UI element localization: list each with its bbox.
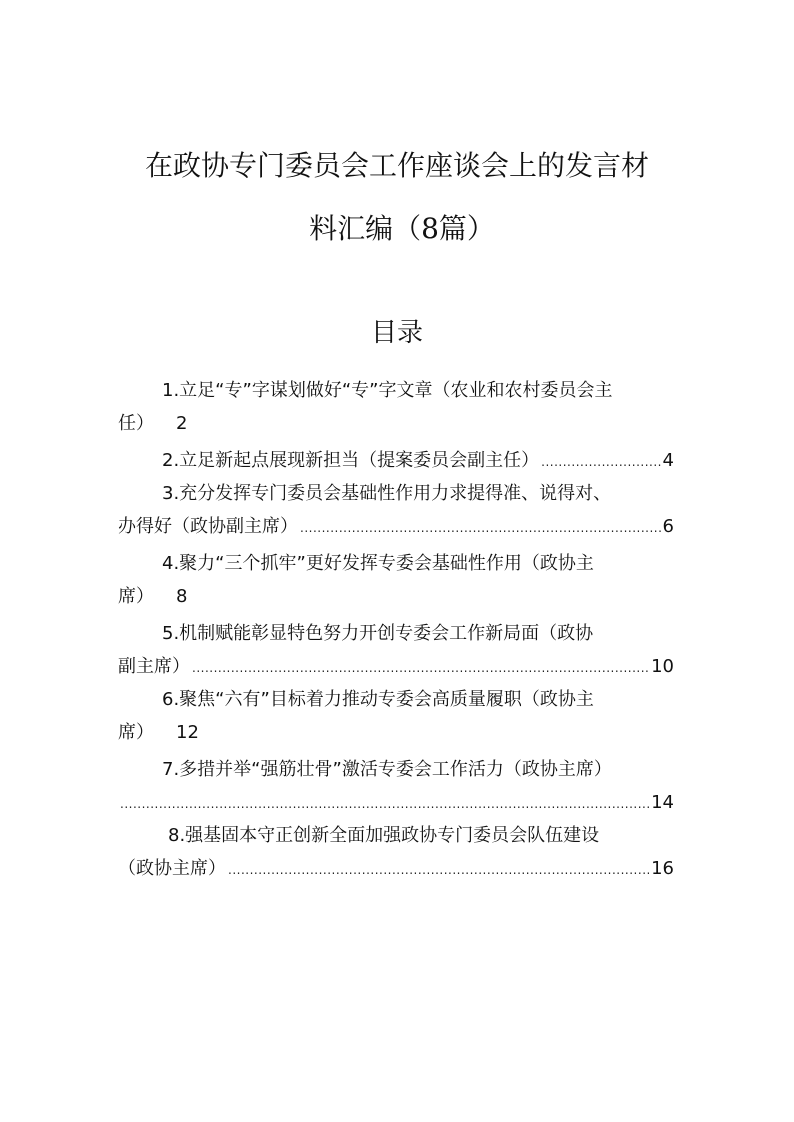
toc-page-number: 4 — [662, 450, 674, 471]
toc-page-number: 16 — [651, 858, 674, 879]
toc-entry-title: 7.多措并举“强筋壮骨”激活专委会工作活力（政协主席） — [162, 759, 612, 780]
toc-entry-3[interactable] — [118, 477, 674, 543]
toc-entry-4[interactable] — [118, 547, 674, 613]
toc-entry-7[interactable] — [118, 753, 674, 819]
toc-entry-5[interactable] — [118, 617, 674, 683]
toc-heading: 目录 — [370, 318, 423, 348]
toc-entry-title-cont: 副主席） — [118, 656, 190, 677]
dot-leader — [192, 652, 649, 685]
toc-entry-title-cont: 任） — [118, 413, 154, 434]
toc-page-number: 2 — [176, 413, 188, 434]
dot-leader — [228, 854, 649, 887]
toc-entry-title: 5.机制赋能彰显特色努力开创专委会工作新局面（政协 — [162, 623, 594, 644]
document-title-line1: 在政协专门委员会工作座谈会上的发言材 — [144, 149, 649, 182]
document-title-line2: 料汇编（8篇） — [309, 212, 495, 245]
toc-page-number: 10 — [651, 656, 674, 677]
toc-entry-title: 6.聚焦“六有”目标着力推动专委会高质量履职（政协主 — [162, 689, 594, 710]
toc-page-number: 12 — [176, 722, 199, 743]
toc-entry-title-cont: （政协主席） — [118, 858, 226, 879]
toc-entry-title: 2.立足新起点展现新担当（提案委员会副主任） — [162, 450, 540, 471]
dot-leader — [541, 446, 660, 479]
toc-page-number: 14 — [651, 792, 674, 813]
dot-leader — [120, 788, 649, 821]
toc-entry-title: 3.充分发挥专门委员会基础性作用力求提得准、说得对、 — [162, 483, 612, 504]
toc-page-number: 8 — [176, 586, 188, 607]
toc-entry-6[interactable] — [118, 683, 674, 749]
dot-leader — [300, 512, 661, 545]
toc-entry-title: 8.强基固本守正创新全面加强政协专门委员会队伍建设 — [168, 825, 600, 846]
toc-entry-8[interactable] — [118, 819, 674, 885]
table-of-contents — [118, 374, 674, 885]
toc-entry-title: 1.立足“专”字谋划做好“专”字文章（农业和农村委员会主 — [162, 380, 613, 401]
toc-page-number: 6 — [662, 516, 674, 537]
toc-entry-2[interactable] — [118, 444, 674, 477]
toc-entry-title-cont: 席） — [118, 722, 154, 743]
toc-entry-1[interactable] — [118, 374, 674, 440]
toc-entry-title-cont: 办得好（政协副主席） — [118, 516, 298, 537]
toc-entry-title-cont: 席） — [118, 586, 154, 607]
toc-entry-title: 4.聚力“三个抓牢”更好发挥专委会基础性作用（政协主 — [162, 553, 594, 574]
